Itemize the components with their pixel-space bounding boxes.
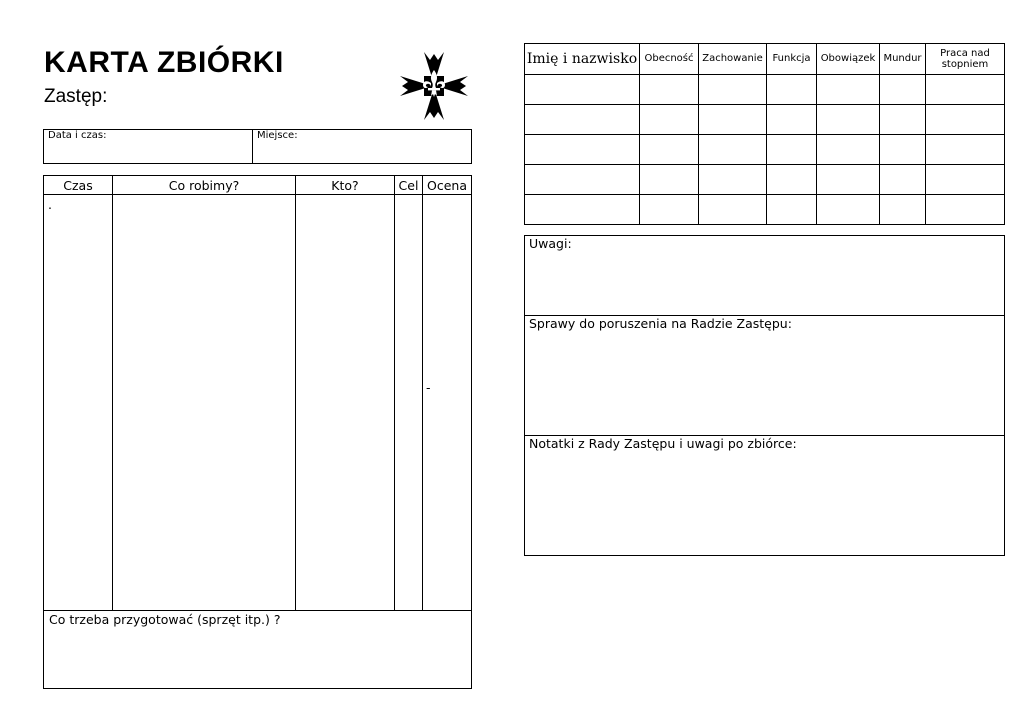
council-matters-field[interactable]: [525, 334, 1004, 435]
prepare-divider: [43, 610, 472, 611]
remarks-field[interactable]: [525, 254, 1004, 315]
column-header-czas: Czas: [63, 177, 93, 193]
attendance-row-input[interactable]: [525, 195, 1004, 224]
cel-column-input[interactable]: [395, 195, 422, 610]
attendance-row-input[interactable]: [525, 165, 1004, 194]
column-header-praca-nad-stopniem: Praca nad stopniem: [940, 47, 990, 70]
place-field[interactable]: [253, 142, 471, 163]
patrol-label: Zastęp:: [44, 86, 108, 107]
column-header-name: Imię i nazwisko: [526, 51, 638, 67]
attendance-row-input[interactable]: [525, 135, 1004, 164]
kto-column-input[interactable]: [296, 195, 394, 610]
page-title: KARTA ZBIÓRKI: [44, 46, 284, 79]
column-header-ocena: Ocena: [427, 177, 467, 193]
czas-column-input[interactable]: [44, 195, 112, 610]
column-header-funkcja: Funkcja: [772, 53, 811, 65]
council-matters-label: Sprawy do poruszenia na Radzie Zastępu:: [529, 316, 792, 331]
council-notes-field[interactable]: [525, 454, 1004, 555]
column-header-obecnosc: Obecność: [644, 53, 694, 65]
council-notes-label: Notatki z Rady Zastępu i uwagi po zbiórce:: [529, 436, 797, 451]
co-robimy-column-input[interactable]: [113, 195, 295, 610]
date-time-field[interactable]: [44, 142, 251, 163]
czas-mark: .: [48, 197, 52, 212]
ocena-mark: -: [426, 380, 431, 395]
remarks-label: Uwagi:: [529, 236, 572, 251]
column-header-zachowanie: Zachowanie: [702, 53, 763, 65]
ocena-column-input[interactable]: [423, 195, 471, 610]
column-header-co-robimy: Co robimy?: [168, 177, 240, 193]
date-time-field-label: Data i czas:: [48, 130, 107, 141]
prepare-field[interactable]: [44, 630, 471, 688]
prepare-label: Co trzeba przygotować (sprzęt itp.) ?: [49, 612, 281, 627]
scout-fleur-de-lis-cross-icon: [398, 50, 470, 122]
column-header-mundur: Mundur: [883, 53, 922, 65]
column-header-cel: Cel: [398, 177, 419, 193]
attendance-row-input[interactable]: [525, 75, 1004, 104]
attendance-row-input[interactable]: [525, 105, 1004, 134]
column-header-kto: Kto?: [331, 177, 359, 193]
place-field-label: Miejsce:: [257, 130, 298, 141]
column-header-obowiazek: Obowiązek: [820, 53, 876, 65]
